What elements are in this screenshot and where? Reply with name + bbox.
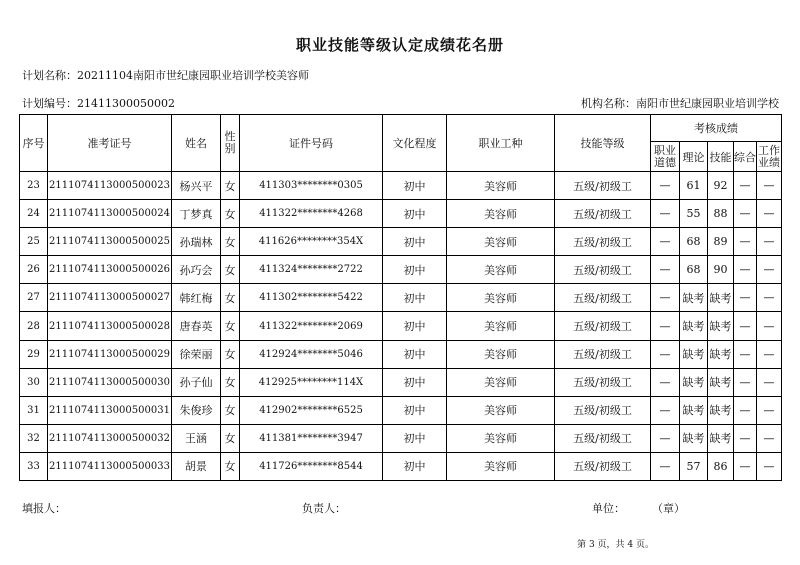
cell-id-number: 411302********5422 bbox=[240, 284, 383, 312]
header-skill: 技能 bbox=[708, 142, 734, 172]
cell-name: 杨兴平 bbox=[172, 172, 221, 200]
cell-education: 初中 bbox=[383, 340, 447, 368]
cell-id-number: 411322********4268 bbox=[240, 200, 383, 228]
cell-performance: — bbox=[757, 312, 782, 340]
header-education: 文化程度 bbox=[383, 115, 447, 172]
cell-skill: 88 bbox=[708, 200, 734, 228]
cell-overall: — bbox=[734, 172, 757, 200]
header-seq: 序号 bbox=[20, 115, 48, 172]
cell-ticket: 2111074113000500027 bbox=[48, 284, 172, 312]
cell-seq: 29 bbox=[20, 340, 48, 368]
cell-education: 初中 bbox=[383, 172, 447, 200]
cell-name: 孙巧会 bbox=[172, 256, 221, 284]
cell-education: 初中 bbox=[383, 284, 447, 312]
cell-occupation: 美容师 bbox=[447, 424, 555, 452]
cell-id-number: 411303********0305 bbox=[240, 172, 383, 200]
cell-ticket: 2111074113000500025 bbox=[48, 228, 172, 256]
cell-theory: 68 bbox=[680, 256, 708, 284]
header-id-number: 证件号码 bbox=[240, 115, 383, 172]
cell-overall: — bbox=[734, 368, 757, 396]
responsible-label: 负责人： bbox=[302, 502, 346, 515]
cell-overall: — bbox=[734, 424, 757, 452]
cell-id-number: 412902********6525 bbox=[240, 396, 383, 424]
cell-overall: — bbox=[734, 452, 757, 480]
header-ticket: 准考证号 bbox=[48, 115, 172, 172]
cell-id-number: 411626********354X bbox=[240, 228, 383, 256]
unit-label: 单位： bbox=[592, 502, 625, 515]
cell-seq: 25 bbox=[20, 228, 48, 256]
cell-skill: 缺考 bbox=[708, 368, 734, 396]
cell-gender: 女 bbox=[221, 340, 240, 368]
cell-education: 初中 bbox=[383, 256, 447, 284]
cell-name: 孙子仙 bbox=[172, 368, 221, 396]
cell-theory: 61 bbox=[680, 172, 708, 200]
cell-overall: — bbox=[734, 312, 757, 340]
cell-gender: 女 bbox=[221, 452, 240, 480]
cell-education: 初中 bbox=[383, 312, 447, 340]
cell-ticket: 2111074113000500028 bbox=[48, 312, 172, 340]
cell-occupation: 美容师 bbox=[447, 452, 555, 480]
cell-id-number: 411322********2069 bbox=[240, 312, 383, 340]
cell-education: 初中 bbox=[383, 228, 447, 256]
cell-theory: 57 bbox=[680, 452, 708, 480]
cell-occupation: 美容师 bbox=[447, 340, 555, 368]
cell-theory: 缺考 bbox=[680, 424, 708, 452]
cell-ticket: 211107411300050002​3 bbox=[48, 172, 172, 200]
cell-seq: 31 bbox=[20, 396, 48, 424]
cell-seq: 23 bbox=[20, 172, 48, 200]
cell-gender: 女 bbox=[221, 424, 240, 452]
cell-ethics: — bbox=[651, 312, 680, 340]
cell-id-number: 412924********5046 bbox=[240, 340, 383, 368]
cell-overall: — bbox=[734, 200, 757, 228]
cell-occupation: 美容师 bbox=[447, 284, 555, 312]
cell-theory: 缺考 bbox=[680, 340, 708, 368]
cell-occupation: 美容师 bbox=[447, 312, 555, 340]
cell-performance: — bbox=[757, 172, 782, 200]
cell-theory: 缺考 bbox=[680, 396, 708, 424]
cell-education: 初中 bbox=[383, 200, 447, 228]
cell-ethics: — bbox=[651, 284, 680, 312]
cell-name: 韩红梅 bbox=[172, 284, 221, 312]
cell-skill: 90 bbox=[708, 256, 734, 284]
header-theory: 理论 bbox=[680, 142, 708, 172]
cell-ticket: 2111074113000500024 bbox=[48, 200, 172, 228]
cell-overall: — bbox=[734, 228, 757, 256]
cell-occupation: 美容师 bbox=[447, 256, 555, 284]
cell-id-number: 411381********3947 bbox=[240, 424, 383, 452]
cell-education: 初中 bbox=[383, 424, 447, 452]
cell-skill: 缺考 bbox=[708, 284, 734, 312]
header-name: 姓名 bbox=[172, 115, 221, 172]
header-occupation: 职业工种 bbox=[447, 115, 555, 172]
plan-code: 计划编号：21411300050002 bbox=[22, 97, 175, 110]
cell-level: 五级/初级工 bbox=[555, 452, 651, 480]
cell-gender: 女 bbox=[221, 368, 240, 396]
cell-ticket: 2111074113000500032 bbox=[48, 424, 172, 452]
table-row bbox=[20, 228, 782, 256]
cell-education: 初中 bbox=[383, 368, 447, 396]
cell-name: 朱俊珍 bbox=[172, 396, 221, 424]
cell-performance: — bbox=[757, 340, 782, 368]
cell-ethics: — bbox=[651, 396, 680, 424]
cell-ethics: — bbox=[651, 424, 680, 452]
cell-seq: 27 bbox=[20, 284, 48, 312]
table-row bbox=[20, 424, 782, 452]
header-performance: 工作业绩 bbox=[757, 142, 782, 172]
cell-gender: 女 bbox=[221, 256, 240, 284]
cell-education: 初中 bbox=[383, 452, 447, 480]
header-ethics: 职业道德 bbox=[651, 142, 680, 172]
cell-occupation: 美容师 bbox=[447, 368, 555, 396]
cell-occupation: 美容师 bbox=[447, 172, 555, 200]
cell-theory: 55 bbox=[680, 200, 708, 228]
cell-overall: — bbox=[734, 256, 757, 284]
organization-name: 机构名称：南阳市世纪康园职业培训学校 bbox=[581, 97, 779, 110]
cell-education: 初中 bbox=[383, 396, 447, 424]
cell-seq: 33 bbox=[20, 452, 48, 480]
cell-id-number: 412925********114X bbox=[240, 368, 383, 396]
cell-performance: — bbox=[757, 200, 782, 228]
cell-skill: 缺考 bbox=[708, 340, 734, 368]
cell-level: 五级/初级工 bbox=[555, 368, 651, 396]
cell-skill: 缺考 bbox=[708, 396, 734, 424]
cell-level: 五级/初级工 bbox=[555, 228, 651, 256]
cell-ticket: 2111074113000500033 bbox=[48, 452, 172, 480]
cell-name: 丁梦真 bbox=[172, 200, 221, 228]
table-row bbox=[20, 368, 782, 396]
table-row bbox=[20, 340, 782, 368]
cell-occupation: 美容师 bbox=[447, 396, 555, 424]
cell-ticket: 2111074113000500031 bbox=[48, 396, 172, 424]
header-scores: 考核成绩 bbox=[651, 115, 782, 142]
table-row bbox=[20, 172, 782, 200]
table-row bbox=[20, 256, 782, 284]
cell-seq: 28 bbox=[20, 312, 48, 340]
cell-gender: 女 bbox=[221, 312, 240, 340]
cell-level: 五级/初级工 bbox=[555, 284, 651, 312]
cell-gender: 女 bbox=[221, 200, 240, 228]
cell-overall: — bbox=[734, 340, 757, 368]
cell-name: 胡景 bbox=[172, 452, 221, 480]
cell-performance: — bbox=[757, 424, 782, 452]
filler-label: 填报人： bbox=[22, 502, 66, 515]
table-row bbox=[20, 396, 782, 424]
cell-skill: 缺考 bbox=[708, 312, 734, 340]
cell-gender: 女 bbox=[221, 228, 240, 256]
cell-level: 五级/初级工 bbox=[555, 312, 651, 340]
cell-level: 五级/初级工 bbox=[555, 200, 651, 228]
cell-level: 五级/初级工 bbox=[555, 172, 651, 200]
cell-performance: — bbox=[757, 396, 782, 424]
cell-seq: 24 bbox=[20, 200, 48, 228]
cell-occupation: 美容师 bbox=[447, 200, 555, 228]
table-row bbox=[20, 284, 782, 312]
cell-overall: — bbox=[734, 396, 757, 424]
cell-ethics: — bbox=[651, 256, 680, 284]
cell-id-number: 411324********2722 bbox=[240, 256, 383, 284]
cell-name: 王涵 bbox=[172, 424, 221, 452]
cell-overall: — bbox=[734, 284, 757, 312]
cell-gender: 女 bbox=[221, 284, 240, 312]
cell-ticket: 2111074113000500026 bbox=[48, 256, 172, 284]
table-row bbox=[20, 452, 782, 480]
cell-level: 五级/初级工 bbox=[555, 256, 651, 284]
cell-ethics: — bbox=[651, 340, 680, 368]
cell-theory: 68 bbox=[680, 228, 708, 256]
header-overall: 综合 bbox=[734, 142, 757, 172]
page-indicator: 第 3 页，共 4 页。 bbox=[577, 540, 654, 550]
cell-ethics: — bbox=[651, 368, 680, 396]
table-row bbox=[20, 312, 782, 340]
cell-theory: 缺考 bbox=[680, 284, 708, 312]
cell-ethics: — bbox=[651, 228, 680, 256]
cell-level: 五级/初级工 bbox=[555, 340, 651, 368]
cell-skill: 89 bbox=[708, 228, 734, 256]
cell-seq: 30 bbox=[20, 368, 48, 396]
cell-ethics: — bbox=[651, 452, 680, 480]
cell-level: 五级/初级工 bbox=[555, 424, 651, 452]
header-gender: 性别 bbox=[221, 115, 240, 172]
cell-gender: 女 bbox=[221, 396, 240, 424]
cell-level: 五级/初级工 bbox=[555, 396, 651, 424]
plan-name: 计划名称：20211104南阳市世纪康园职业培训学校美容师 bbox=[22, 69, 309, 82]
cell-seq: 26 bbox=[20, 256, 48, 284]
cell-performance: — bbox=[757, 284, 782, 312]
cell-occupation: 美容师 bbox=[447, 228, 555, 256]
cell-theory: 缺考 bbox=[680, 312, 708, 340]
cell-name: 唐春英 bbox=[172, 312, 221, 340]
cell-ticket: 2111074113000500029 bbox=[48, 340, 172, 368]
header-skill-level: 技能等级 bbox=[555, 115, 651, 172]
cell-id-number: 411726********8544 bbox=[240, 452, 383, 480]
cell-seq: 32 bbox=[20, 424, 48, 452]
cell-ethics: — bbox=[651, 200, 680, 228]
cell-theory: 缺考 bbox=[680, 368, 708, 396]
cell-performance: — bbox=[757, 368, 782, 396]
cell-skill: 92 bbox=[708, 172, 734, 200]
cell-ethics: — bbox=[651, 172, 680, 200]
cell-ticket: 2111074113000500030 bbox=[48, 368, 172, 396]
cell-performance: — bbox=[757, 228, 782, 256]
cell-skill: 缺考 bbox=[708, 424, 734, 452]
document-title: 职业技能等级认定成绩花名册 bbox=[295, 36, 504, 54]
cell-performance: — bbox=[757, 256, 782, 284]
table-row bbox=[20, 200, 782, 228]
cell-skill: 86 bbox=[708, 452, 734, 480]
cell-name: 孙瑞林 bbox=[172, 228, 221, 256]
cell-gender: 女 bbox=[221, 172, 240, 200]
stamp-label: （章） bbox=[652, 502, 685, 515]
score-roster-table bbox=[19, 114, 782, 481]
cell-performance: — bbox=[757, 452, 782, 480]
cell-name: 徐荣丽 bbox=[172, 340, 221, 368]
